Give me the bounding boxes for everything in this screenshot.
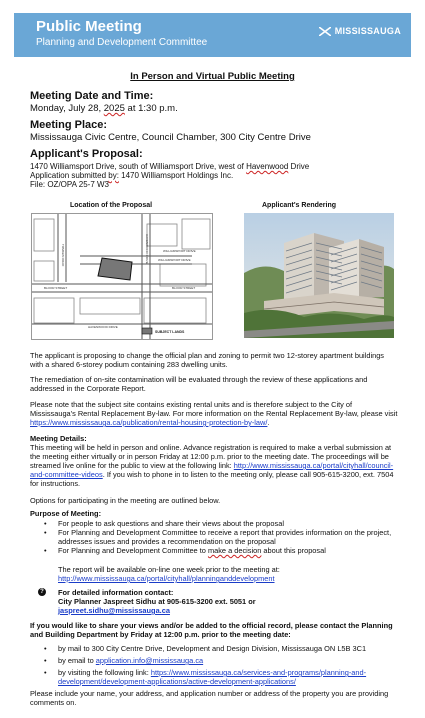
rental-period: . <box>267 418 270 427</box>
map-label-havenwood: HAVENWOOD DRIVE <box>88 325 118 329</box>
email-text: by email to <box>58 656 96 665</box>
map-caption: Location of the Proposal <box>70 202 153 209</box>
applicant-rendering <box>244 213 394 338</box>
subject-lands-parcel <box>98 258 132 280</box>
share-list <box>44 644 399 686</box>
render-caption: Applicant's Rendering <box>262 202 337 209</box>
share-item-link <box>44 668 399 686</box>
mississauga-logo <box>319 26 401 36</box>
contact-email-line <box>58 606 398 615</box>
purpose-item-tail: about this proposal <box>261 546 326 555</box>
meeting-date-value <box>30 103 178 114</box>
link-text: by visiting the following link: <box>58 668 151 677</box>
map-label-tomken: TOMKEN ROAD <box>61 244 65 267</box>
share-item-mail: • by mail to 300 City Centre Drive, Development and Design Division, Mississauga ON L5B 3C1 <box>44 644 399 653</box>
map-road <box>142 214 150 339</box>
report-text: The report will be available on-line one week prior to the meeting at: <box>58 565 280 574</box>
drive-text: Drive <box>288 162 310 171</box>
map-label-bloor-2: BLOOR STREET <box>172 286 196 290</box>
purpose-list <box>44 519 399 555</box>
planner-email-link[interactable]: jaspreet.sidhu@mississauga.ca <box>58 606 170 615</box>
header-title: Public Meeting <box>36 18 142 35</box>
proposal-description: The applicant is proposing to change the official plan and zoning to permit two 12-storey apartment buildings with a shared 6-storey podium containing 283 dwelling units. <box>30 351 385 369</box>
contact-planner: City Planner Jaspreet Sidhu at 905-615-3200 ext. 5051 or <box>58 597 256 606</box>
share-views-heading: If you would like to share your views and/or be added to the official record, please contact the Planning and Building Department by Friday at 12:00 p.m. prior to the meeting date: <box>30 621 393 639</box>
map-block <box>80 298 140 314</box>
applicant-name: 1470 Williamsport Holdings Inc. <box>118 171 234 180</box>
meeting-place-heading: Meeting Place: <box>30 119 108 131</box>
map-label-bloor: BLOOR STREET <box>44 286 68 290</box>
legend-label: SUBJECT LANDS <box>155 330 185 334</box>
address-text: 1470 Williamsport Drive, south of Williamsport Drive, west of <box>30 162 247 171</box>
header-banner <box>14 13 411 57</box>
proposal-heading: Applicant's Proposal: <box>30 148 143 160</box>
contact-heading: For detailed information contact: <box>58 588 174 597</box>
details-text: This meeting will be held in person and online. Advance registration is required to make a verbal submission at the meeting either virtually or in person Friday at 12:00 p.m. prior to the meeting date. The proceedings will be streamed live online for the public to view at the following link: <box>30 443 392 470</box>
meeting-date-heading: Meeting Date and Time: <box>30 90 154 102</box>
proposal-applicant <box>30 171 233 180</box>
file-number: File: OZ/OPA 25-7 W3 <box>30 180 109 189</box>
map-label-williamsport-2: WILLIAMSPORT DRIVE <box>163 249 196 253</box>
map-block <box>144 298 206 323</box>
rendering-image <box>244 213 394 338</box>
document-title: In Person and Virtual Public Meeting <box>130 71 295 82</box>
options-text: Options for participating in the meeting are outlined below. <box>30 496 221 505</box>
logo-text: MISSISSAUGA <box>334 26 401 36</box>
purpose-item-text: For Planning and Development Committee to <box>58 546 208 555</box>
application-email-link[interactable]: application.info@mississauga.ca <box>95 656 204 665</box>
map-block <box>160 264 206 286</box>
purpose-item <box>44 546 399 555</box>
map-block <box>34 261 54 281</box>
logo-mark-icon <box>319 27 331 36</box>
purpose-heading: Purpose of Meeting: <box>30 509 102 518</box>
decision-text: make a decision <box>207 546 262 555</box>
location-map-drawing <box>32 214 212 339</box>
purpose-item: • For Planning and Development Committee to receive a report that provides information on the project, addresses issues and provides a recommendation on the proposal <box>44 528 399 546</box>
header-subtitle: Planning and Development Committee <box>36 37 208 48</box>
purpose-item: • For people to ask questions and share their views about the proposal <box>44 519 399 528</box>
share-item-email <box>44 656 399 665</box>
meeting-year: 2025 <box>103 103 125 114</box>
map-block <box>182 219 210 249</box>
rental-paragraph <box>30 400 398 427</box>
meeting-details-paragraph <box>30 443 398 488</box>
location-map <box>31 213 213 340</box>
havenwood-text: Havenwood <box>246 162 289 171</box>
details-phone-text: . If you wish to phone in to listen to the meeting only, please call 905-615-3200, ext. 7504 for instructions. <box>30 470 394 488</box>
council-videos-link[interactable]: http://www.mississauga.ca/portal/cityhall/council-and-committee-videos <box>30 461 394 479</box>
by-text: by: <box>108 171 119 180</box>
report-link-line <box>58 574 398 583</box>
closing-note: Please include your name, your address, and application number or address of the property you are providing comments on. <box>30 689 389 707</box>
map-label-havenwood-2: HAVENWOOD DRIVE <box>145 234 149 264</box>
meeting-place-value: Mississauga Civic Centre, Council Chamber, 300 City Centre Drive <box>30 132 311 143</box>
map-block <box>34 298 74 323</box>
legend-swatch <box>142 328 152 334</box>
meeting-time: at 1:30 p.m. <box>124 103 178 114</box>
remediation-paragraph: The remediation of on-site contamination will be evaluated through the review of these applications and addressed in the Corporate Report. <box>30 375 368 393</box>
proposal-address <box>30 162 309 171</box>
rental-bylaw-link[interactable]: https://www.mississauga.ca/publication/rental-housing-protection-by-law/ <box>30 418 268 427</box>
meeting-day: Monday, July 28, <box>30 103 104 114</box>
info-icon: ? <box>38 588 46 596</box>
map-block <box>34 219 54 251</box>
active-applications-link[interactable]: https://www.mississauga.ca/services-and-programs/planning-and-development/development-applications/active-development-applications/ <box>58 668 367 686</box>
map-label-williamsport: WILLIAMSPORT DRIVE <box>158 258 191 262</box>
planning-development-link[interactable]: http://www.mississauga.ca/portal/cityhall/planninganddevelopment <box>58 574 275 583</box>
map-block <box>147 224 177 246</box>
rental-text: Please note that the subject site contains existing rental units and is therefore subject to the City of Mississauga's Rental Replacement By-law. For more information on the Rental Replacement By-law, please visit <box>30 400 398 418</box>
submitted-text: Application submitted <box>30 171 109 180</box>
meeting-details-heading: Meeting Details: <box>30 434 87 443</box>
